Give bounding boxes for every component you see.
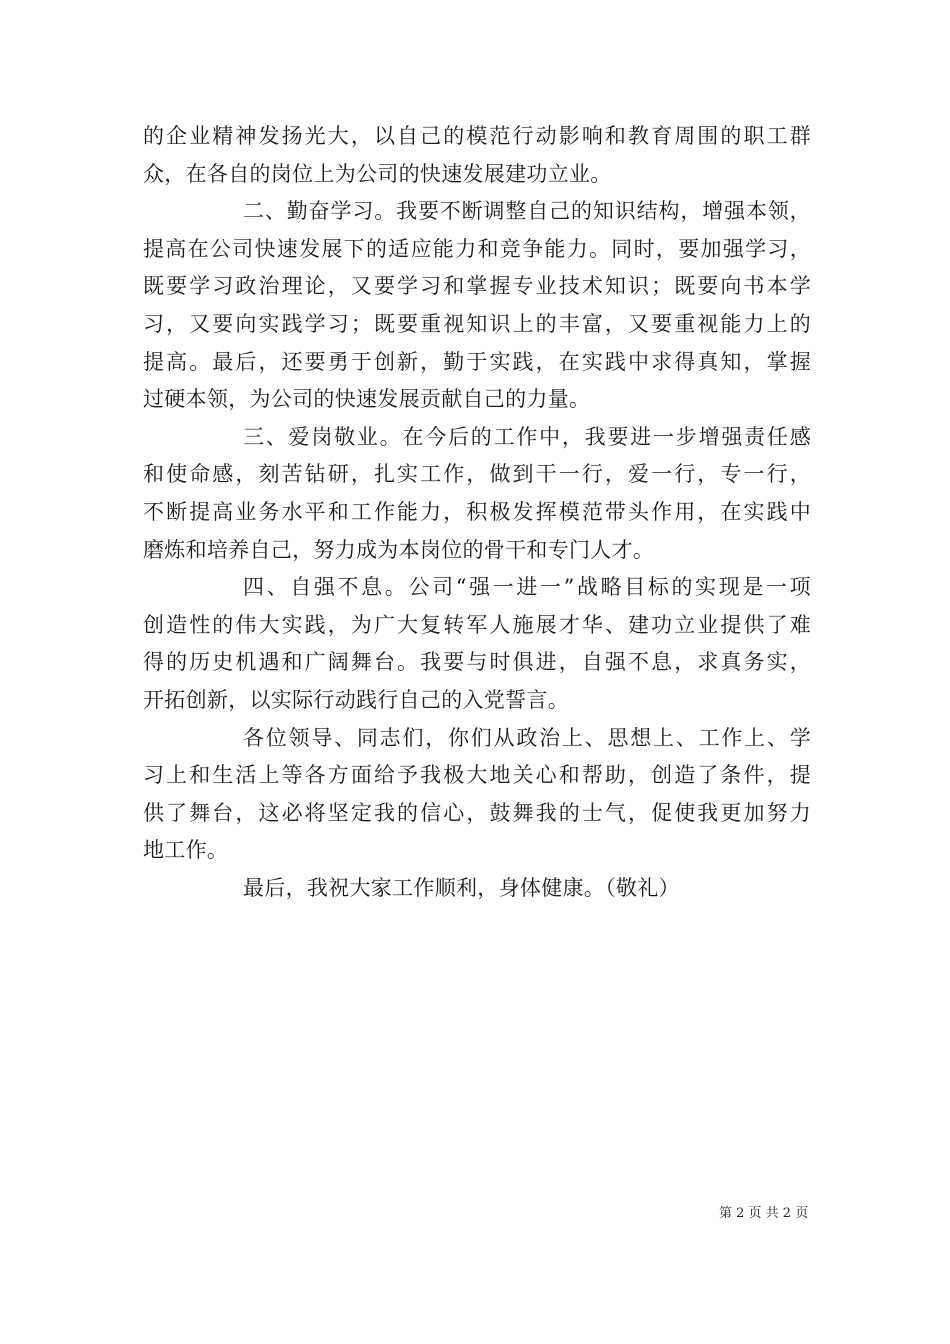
text-line: 既要学习政治理论，又要学习和掌握专业技术知识；既要向书本学 — [143, 274, 811, 299]
text-line: 习，又要向实践学习；既要重视知识上的丰富，又要重视能力上的 — [143, 311, 811, 336]
page-number-footer: 第 2 页 共 2 页 — [719, 1206, 809, 1221]
paragraph-heading-line: 三、爱岗敬业。在今后的工作中，我要进一步增强责任感 — [243, 424, 811, 449]
text-line: 得的历史机遇和广阔舞台。我要与时俱进，自强不息，求真务实， — [143, 650, 811, 675]
text-line: 众，在各自的岗位上为公司的快速发展建功立业。 — [143, 161, 612, 186]
text-line: 磨炼和培养自己，努力成为本岗位的骨干和专门人才。 — [143, 537, 655, 562]
text-line: 提高在公司快速发展下的适应能力和竞争能力。同时，要加强学习， — [143, 236, 811, 261]
paragraph-heading-line: 二、勤奋学习。我要不断调整自己的知识结构，增强本领， — [243, 199, 811, 224]
text-line: 的企业精神发扬光大，以自己的模范行动影响和教育周围的职工群 — [143, 124, 811, 148]
paragraph-heading-line: 四、自强不息。公司“强一进一”战略目标的实现是一项 — [243, 575, 811, 600]
text-line: 各位领导、同志们，你们从政治上、思想上、工作上、学 — [243, 725, 811, 750]
text-line: 开拓创新，以实际行动践行自己的入党誓言。 — [143, 687, 569, 712]
text-line: 习上和生活上等各方面给予我极大地关心和帮助，创造了条件，提 — [143, 763, 811, 788]
text-line: 不断提高业务水平和工作能力，积极发挥模范带头作用，在实践中 — [143, 499, 811, 524]
text-line: 提高。最后，还要勇于创新，勤于实践，在实践中求得真知，掌握 — [143, 349, 811, 374]
closing-line: 最后，我祝大家工作顺利，身体健康。（敬礼） — [243, 875, 680, 900]
text-line: 供了舞台，这必将坚定我的信心，鼓舞我的士气，促使我更加努力 — [143, 800, 811, 825]
text-line: 过硬本领，为公司的快速发展贡献自己的力量。 — [143, 387, 591, 412]
text-line: 和使命感，刻苦钻研，扎实工作，做到干一行，爱一行，专一行， — [143, 462, 811, 487]
text-line: 创造性的伟大实践，为广大复转军人施展才华、建功立业提供了难 — [143, 612, 811, 637]
text-line: 地工作。 — [143, 838, 229, 863]
document-body — [143, 118, 811, 907]
